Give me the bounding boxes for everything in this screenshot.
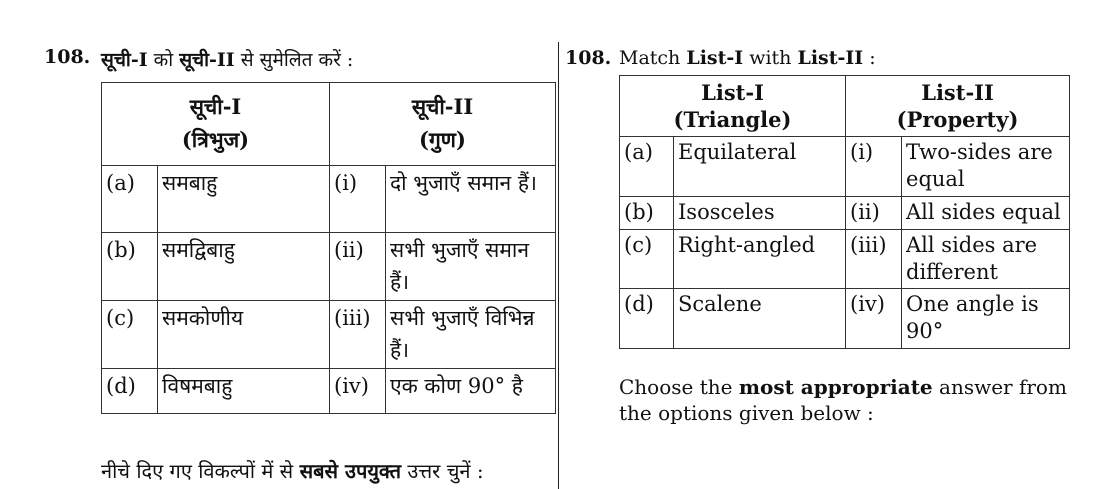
table-row [620, 137, 1070, 197]
stem-text-end: से सुमेलित करें : [234, 49, 354, 71]
row-property: One angle is 90° [902, 289, 1070, 349]
row-triangle: विषमबाहु [158, 369, 330, 414]
row-triangle: Isosceles [674, 196, 846, 229]
list1-header: सूची-I (त्रिभुज) [102, 83, 330, 166]
row-triangle: Right-angled [674, 229, 846, 289]
row-roman: (i) [846, 137, 902, 197]
row-key: (b) [102, 233, 158, 301]
row-property: All sides equal [902, 196, 1070, 229]
stem-list1: सूची-I [101, 49, 148, 71]
table-header-row [102, 83, 556, 166]
stem-text: को [147, 49, 180, 71]
row-roman: (ii) [330, 233, 386, 301]
row-property: दो भुजाएँ समान हैं। [386, 166, 556, 233]
stem-list2: List-II [797, 47, 864, 69]
table-row [102, 233, 556, 301]
table-row [102, 166, 556, 233]
row-triangle: Equilateral [674, 137, 846, 197]
row-property: सभी भुजाएँ विभिन्न हैं। [386, 301, 556, 369]
row-property: एक कोण 90° है [386, 369, 556, 414]
question-number: 108. [565, 47, 612, 69]
row-key: (a) [620, 137, 674, 197]
row-key: (b) [620, 196, 674, 229]
english-footer-instruction: Choose the most appropriate answer from the options given below : [619, 375, 1067, 425]
row-roman: (iii) [330, 301, 386, 369]
question-stem: Match List-I with List-II : [619, 47, 876, 69]
row-triangle: समबाहु [158, 166, 330, 233]
row-triangle: Scalene [674, 289, 846, 349]
list2-header: List-II (Property) [846, 76, 1070, 137]
table-header-row [620, 76, 1070, 137]
list1-header: List-I (Triangle) [620, 76, 846, 137]
table-row [620, 196, 1070, 229]
row-roman: (i) [330, 166, 386, 233]
row-property: सभी भुजाएँ समान हैं। [386, 233, 556, 301]
stem-list2: सूची-II [179, 49, 235, 71]
row-key: (c) [102, 301, 158, 369]
row-key: (c) [620, 229, 674, 289]
column-divider [558, 42, 559, 489]
table-row [620, 229, 1070, 289]
list2-header: सूची-II (गुण) [330, 83, 556, 166]
row-property: Two-sides are equal [902, 137, 1070, 197]
footer-emphasis: most appropriate [738, 375, 933, 399]
row-property: All sides are different [902, 229, 1070, 289]
row-roman: (iii) [846, 229, 902, 289]
row-triangle: समद्विबाहु [158, 233, 330, 301]
footer-emphasis: सबसे उपयुक्त [299, 459, 402, 483]
english-match-table [619, 75, 1070, 349]
question-number: 108. [44, 46, 91, 68]
table-row [620, 289, 1070, 349]
row-key: (a) [102, 166, 158, 233]
row-roman: (ii) [846, 196, 902, 229]
table-row [102, 369, 556, 414]
question-stem [101, 46, 353, 72]
row-roman: (iv) [846, 289, 902, 349]
stem-list1: List-I [686, 47, 744, 69]
row-key: (d) [620, 289, 674, 349]
row-roman: (iv) [330, 369, 386, 414]
hindi-match-table [101, 82, 556, 414]
row-triangle: समकोणीय [158, 301, 330, 369]
hindi-footer-instruction: नीचे दिए गए विकल्पों में से सबसे उपयुक्त उत्तर चुनें : [101, 459, 484, 483]
row-key: (d) [102, 369, 158, 414]
table-row [102, 301, 556, 369]
